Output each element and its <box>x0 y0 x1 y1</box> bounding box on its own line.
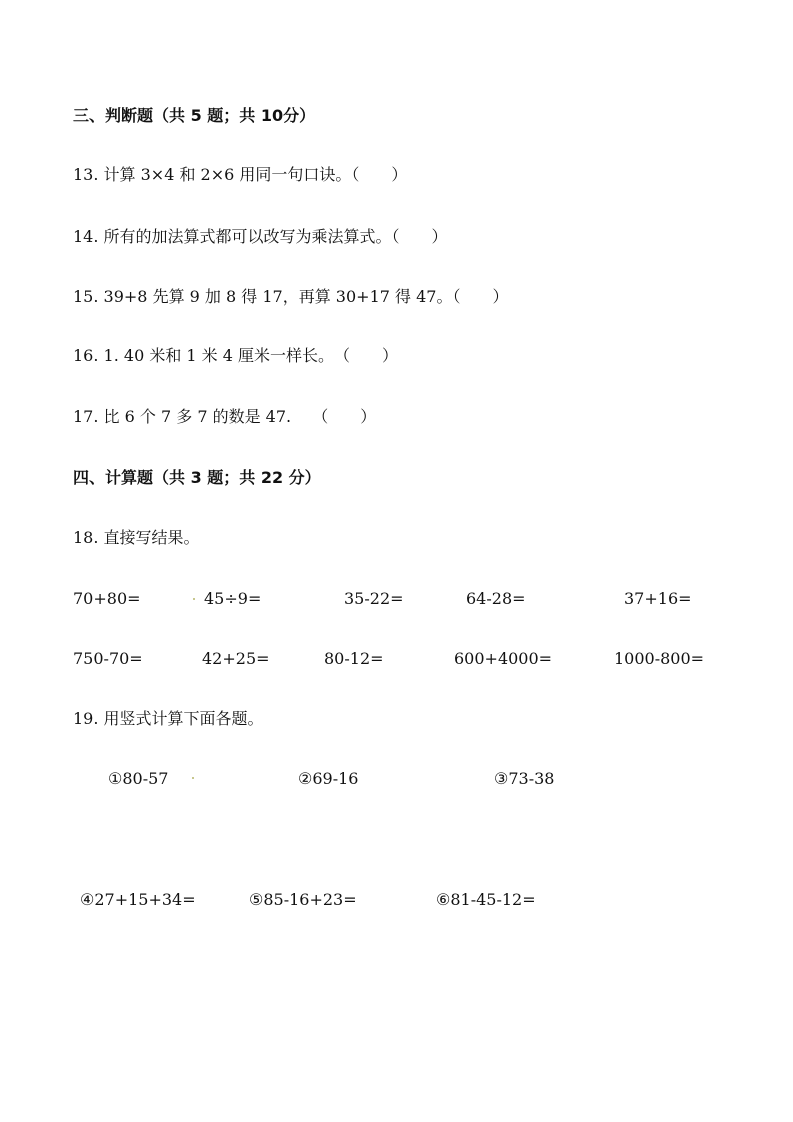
section-title-judgment: 三、判断题（共 5 题；共 10分） <box>73 106 316 125</box>
question-16: 16. 1. 40 米和 1 米 4 厘米一样长。 （ ） <box>73 346 399 365</box>
question-17: 17. 比 6 个 7 多 7 的数是 47. （ ） <box>73 407 377 426</box>
section-title-calculation: 四、计算题（共 3 题；共 22 分） <box>73 468 321 487</box>
question-18-label: 18. 直接写结果。 <box>73 528 200 547</box>
q19-item: ①80-57 <box>108 769 169 788</box>
q18-item: 1000-800= <box>614 649 705 668</box>
question-13: 13. 计算 3×4 和 2×6 用同一句口诀。（ ） <box>73 165 408 184</box>
q18-item: 45÷9= <box>204 589 262 608</box>
q18-item: 64-28= <box>466 589 526 608</box>
question-15: 15. 39+8 先算 9 加 8 得 17，再算 30+17 得 47。（ ） <box>73 287 509 306</box>
question-19-label: 19. 用竖式计算下面各题。 <box>73 709 264 728</box>
q19-item: ④27+15+34= <box>80 890 196 909</box>
q19-item: ⑤85-16+23= <box>249 890 357 909</box>
q18-item: 35-22= <box>344 589 404 608</box>
question-14: 14. 所有的加法算式都可以改写为乘法算式。（ ） <box>73 227 448 246</box>
q18-item: 750-70= <box>73 649 143 668</box>
speck-mark <box>193 598 195 600</box>
q18-item: 70+80= <box>73 589 141 608</box>
q18-item: 600+4000= <box>454 649 553 668</box>
q18-item: 37+16= <box>624 589 692 608</box>
speck-mark <box>192 777 194 779</box>
q19-item: ③73-38 <box>494 769 555 788</box>
q19-item: ⑥81-45-12= <box>436 890 536 909</box>
q18-item: 42+25= <box>202 649 270 668</box>
q19-item: ②69-16 <box>298 769 359 788</box>
q18-item: 80-12= <box>324 649 384 668</box>
